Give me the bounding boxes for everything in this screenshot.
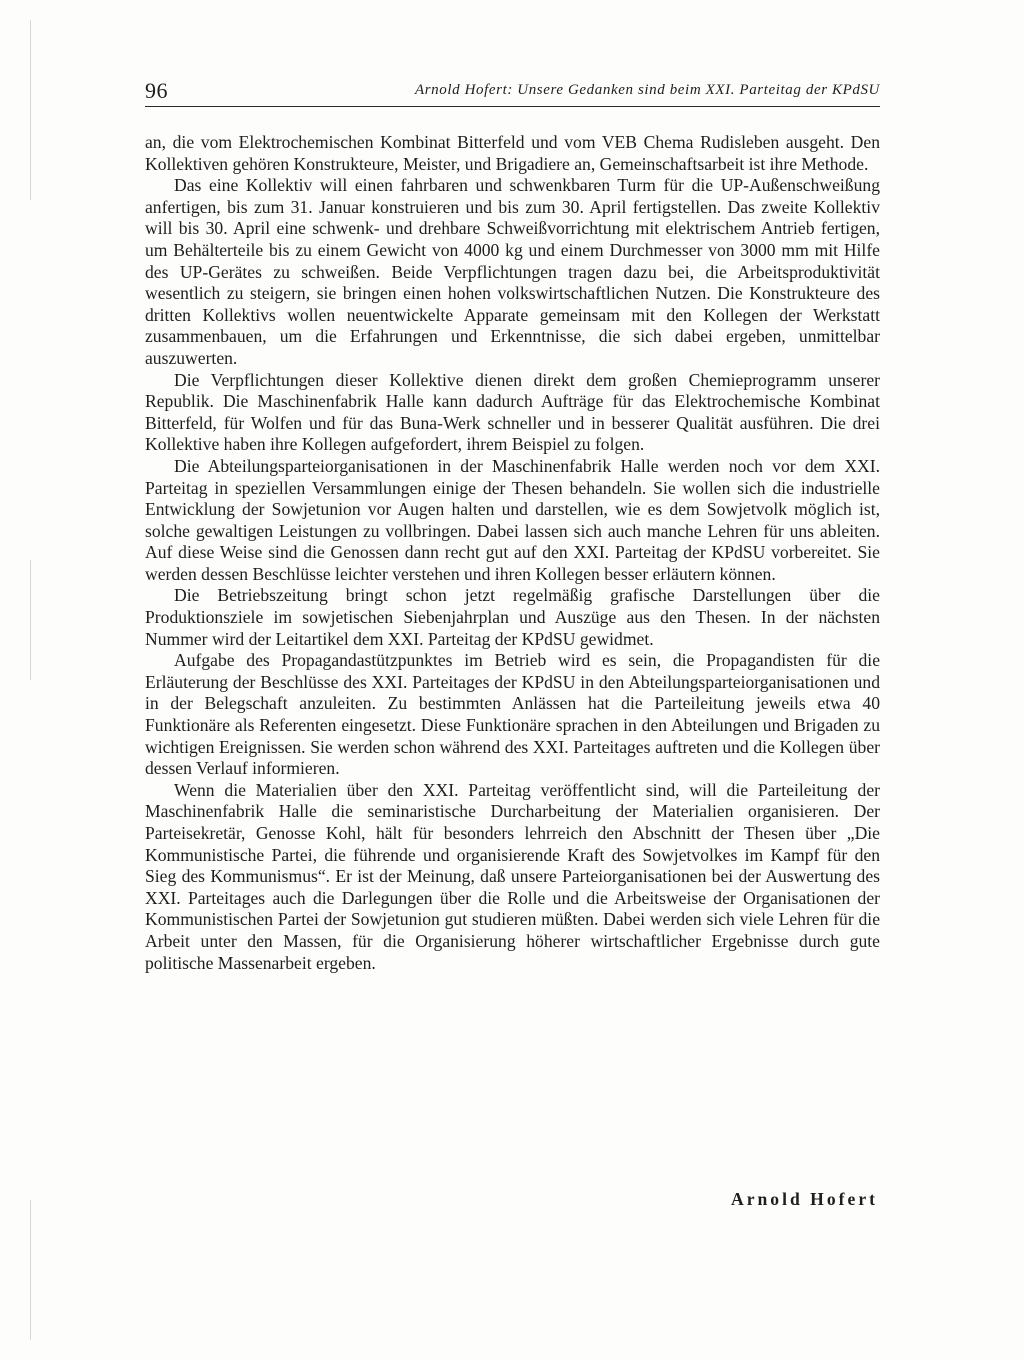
paragraph: Aufgabe des Propagandastützpunktes im Betrieb wird es sein, die Propagandisten für die Erläuterung der Beschlüsse des XXI. Parteitages der KPdSU in den Abteilungsparteiorganisationen und in der Belegschaft anzuleiten. Zu bestimmten Anlässen hat die Parteileitung jeweils etwa 40 Funktionäre als Referenten eingesetzt. Diese Funktionäre sprachen in den Abteilungen und Brigaden zu wichtigen Ereignissen. Sie werden schon während des XXI. Parteitages auftreten und die Kollegen über dessen Verlauf informieren. bbox=[145, 650, 880, 779]
article-body bbox=[145, 132, 880, 974]
author-signature: Arnold Hofert bbox=[731, 1189, 878, 1209]
paragraph: Das eine Kollektiv will einen fahrbaren und schwenkbaren Turm für die UP-Außenschweißung anfertigen, bis zum 31. Januar konstruieren und bis zum 30. April fertigstellen. Das zweite Kollektiv will bis 30. April eine schwenk- und drehbare Schweißvorrichtung mit elektrischem Antrieb fertigen, um Behälterteile bis zu einem Gewicht von 4000 kg und einem Durchmesser von 3000 mm mit Hilfe des UP-Gerätes zu schweißen. Beide Verpflichtungen tragen dazu bei, die Arbeitsproduktivität wesentlich zu steigern, sie bringen einen hohen volkswirtschaftlichen Nutzen. Die Konstrukteure des dritten Kollektivs wollen neuentwickelte Apparate gemeinsam mit den Kollegen der Werkstatt zusammenbauen, um die Erfahrungen und Erkenntnisse, die sich dabei ergeben, unmittelbar auszuwerten. bbox=[145, 175, 880, 368]
paragraph: Die Betriebszeitung bringt schon jetzt regelmäßig grafische Darstellungen über die Produktionsziele im sowjetischen Siebenjahrplan und Auszüge aus den Thesen. In der nächsten Nummer wird der Leitartikel dem XXI. Parteitag der KPdSU gewidmet. bbox=[145, 585, 880, 649]
paragraph: an, die vom Elektrochemischen Kombinat Bitterfeld und vom VEB Chema Rudisleben ausgeht. Den Kollektiven gehören Konstrukteure, Meister, und Brigadiere an, Gemeinschaftsarbeit ist ihre Methode. bbox=[145, 132, 880, 174]
page-header bbox=[145, 76, 880, 107]
paragraph: Wenn die Materialien über den XXI. Parteitag veröffentlicht sind, will die Parteileitung der Maschinenfabrik Halle die seminaristische Durcharbeitung der Materialien organisieren. Der Parteisekretär, Genosse Kohl, hält für besonders lehrreich den Abschnitt der Thesen über „Die Kommunistische Partei, die führende und organisierende Kraft des Sowjetvolkes im Kampf für den Sieg des Kommunismus“. Er ist der Meinung, daß unsere Parteiorganisationen bei der Auswertung des XXI. Parteitages auch die Darlegungen über die Rolle und die Arbeitsweise der Organisationen der Kommunistischen Partei der Sowjetunion gut studieren müßten. Dabei werden sich viele Lehren für die Arbeit unter den Massen, für die Organisierung höherer wirtschaftlicher Ergebnisse durch gute politische Massenarbeit ergeben. bbox=[145, 779, 880, 973]
scan-edge-mark bbox=[30, 20, 31, 200]
page-number: 96 bbox=[145, 78, 168, 103]
paragraph: Die Abteilungsparteiorganisationen in der Maschinenfabrik Halle werden noch vor dem XXI. Parteitag in speziellen Versammlungen einige der Thesen behandeln. Sie wollen sich die industrielle Entwicklung der Sowjetunion vor Augen halten und darstellen, wie es dem Sowjetvolk möglich ist, solche gewaltigen Leistungen zu vollbringen. Dabei lassen sich auch manche Lehren für uns ableiten. Auf diese Weise sind die Genossen dann recht gut auf den XXI. Parteitag der KPdSU vorbereitet. Sie werden dessen Beschlüsse leichter verstehen und ihren Kollegen besser erläutern können. bbox=[145, 455, 880, 584]
paragraph: Die Verpflichtungen dieser Kollektive dienen direkt dem großen Chemieprogramm unserer Republik. Die Maschinenfabrik Halle kann dadurch Aufträge für das Elektrochemische Kombinat Bitterfeld, für Wolfen und für das Buna-Werk schneller und in besserer Qualität ausführen. Die drei Kollektive haben ihre Kollegen aufgefordert, ihrem Beispiel zu folgen. bbox=[145, 369, 880, 455]
scan-edge-mark bbox=[30, 1200, 31, 1340]
running-head: Arnold Hofert: Unsere Gedanken sind beim XXI. Parteitag der KPdSU bbox=[414, 82, 880, 98]
signature-row bbox=[145, 1189, 880, 1213]
scan-edge-mark bbox=[30, 560, 31, 680]
